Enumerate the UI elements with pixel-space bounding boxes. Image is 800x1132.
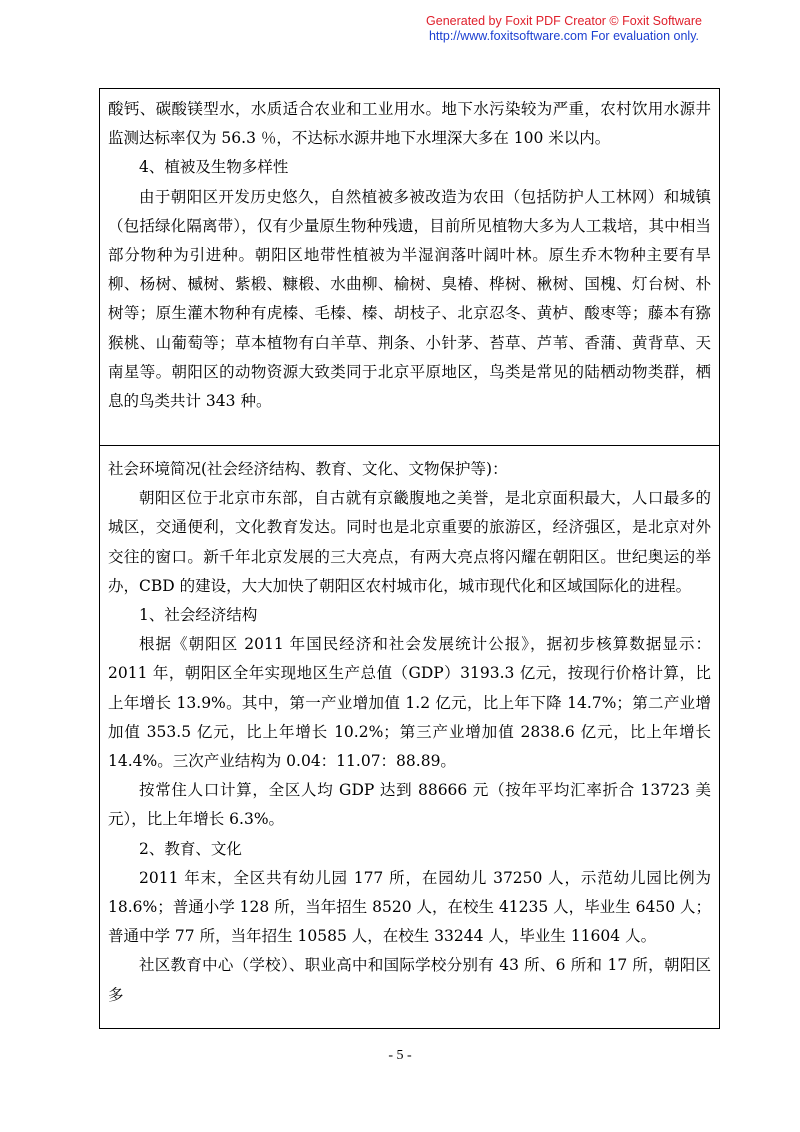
per-capita-gdp-paragraph: 按常住人口计算，全区人均 GDP 达到 88666 元（按年平均汇率折合 13723 美元），比上年增长 6.3%。: [108, 781, 711, 829]
schools-paragraph: 2011 年末，全区共有幼儿园 177 所，在园幼儿 37250 人，示范幼儿园比例为 18.6%；普通小学 128 所，当年招生 8520 人，在校生 41235 人，毕业生 6450 人；普通中学 77 所，当年招生 10585 人，在校生 33244 人，毕业生 11604 人。: [108, 868, 711, 946]
watermark-line-1: Generated by Foxit PDF Creator © Foxit Software: [426, 14, 702, 28]
gdp-paragraph: 根据《朝阳区 2011 年国民经济和社会发展统计公报》，据初步核算数据显示：2011 年，朝阳区全年实现地区生产总值（GDP）3193.3 亿元，按现行价格计算，比上年增长 13.9%。其中，第一产业增加值 1.2 亿元，比上年下降 14.7%；第二产业增加值 353.5 亿元，比上年增长 10.2%；第三产业增加值 2838.6 亿元，比上年增长 14.4%。三次产业结构为 0.04：11.07：88.89。: [108, 635, 711, 771]
education-heading: 2、教育、文化: [139, 839, 242, 858]
economy-heading: 1、社会经济结构: [139, 606, 258, 625]
vegetation-paragraph: 由于朝阳区开发历史悠久，自然植被多被改造为农田（包括防护人工林网）和城镇（包括绿化隔离带），仅有少量原生物种残遗，目前所见植物大多为人工栽培，其中相当部分物种为引进种。朝阳区地带性植被为半湿润落叶阔叶林。原生乔木物种主要有旱柳、杨树、槭树、紫椴、糠椴、水曲柳、榆树、臭椿、桦树、楸树、国槐、灯台树、朴树等；原生灌木物种有虎榛、毛榛、榛、胡枝子、北京忍冬、黄栌、酸枣等；藤本有猕猴桃、山葡萄等；草本植物有白羊草、荆条、小针茅、苔草、芦苇、香蒲、黄背草、天南星等。朝阳区的动物资源大致类同于北京平原地区，鸟类是常见的陆栖动物类群，栖息的鸟类共计 343 种。: [108, 187, 711, 411]
page-number: - 5 -: [388, 1048, 412, 1063]
district-intro-paragraph: 朝阳区位于北京市东部，自古就有京畿腹地之美誉，是北京面积最大，人口最多的城区，交通便利，文化教育发达。同时也是北京重要的旅游区，经济强区，是北京对外交往的窗口。新千年北京发展的三大亮点，有两大亮点将闪耀在朝阳区。世纪奥运的举办，CBD 的建设，大大加快了朝阳区农村城市化，城市现代化和区域国际化的进程。: [108, 489, 711, 595]
groundwater-paragraph: 酸钙、碳酸镁型水，水质适合农业和工业用水。地下水污染较为严重，农村饮用水源井监测达标率仅为 56.3 ％，不达标水源井地下水埋深大多在 100 米以内。: [108, 100, 711, 148]
table-divider: [100, 445, 719, 446]
social-section-title: 社会环境简况(社会经济结构、教育、文化、文物保护等)：: [108, 460, 508, 478]
vegetation-heading: 4、植被及生物多样性: [139, 158, 289, 177]
natural-environment-cell: [108, 95, 711, 416]
community-education-paragraph: 社区教育中心（学校）、职业高中和国际学校分别有 43 所、6 所和 17 所，朝阳区多: [108, 956, 711, 1004]
social-environment-cell: [108, 455, 711, 1010]
watermark-line-2: http://www.foxitsoftware.com For evaluation only.: [428, 29, 700, 43]
document-table: [99, 88, 720, 1029]
foxit-watermark: [426, 14, 702, 44]
